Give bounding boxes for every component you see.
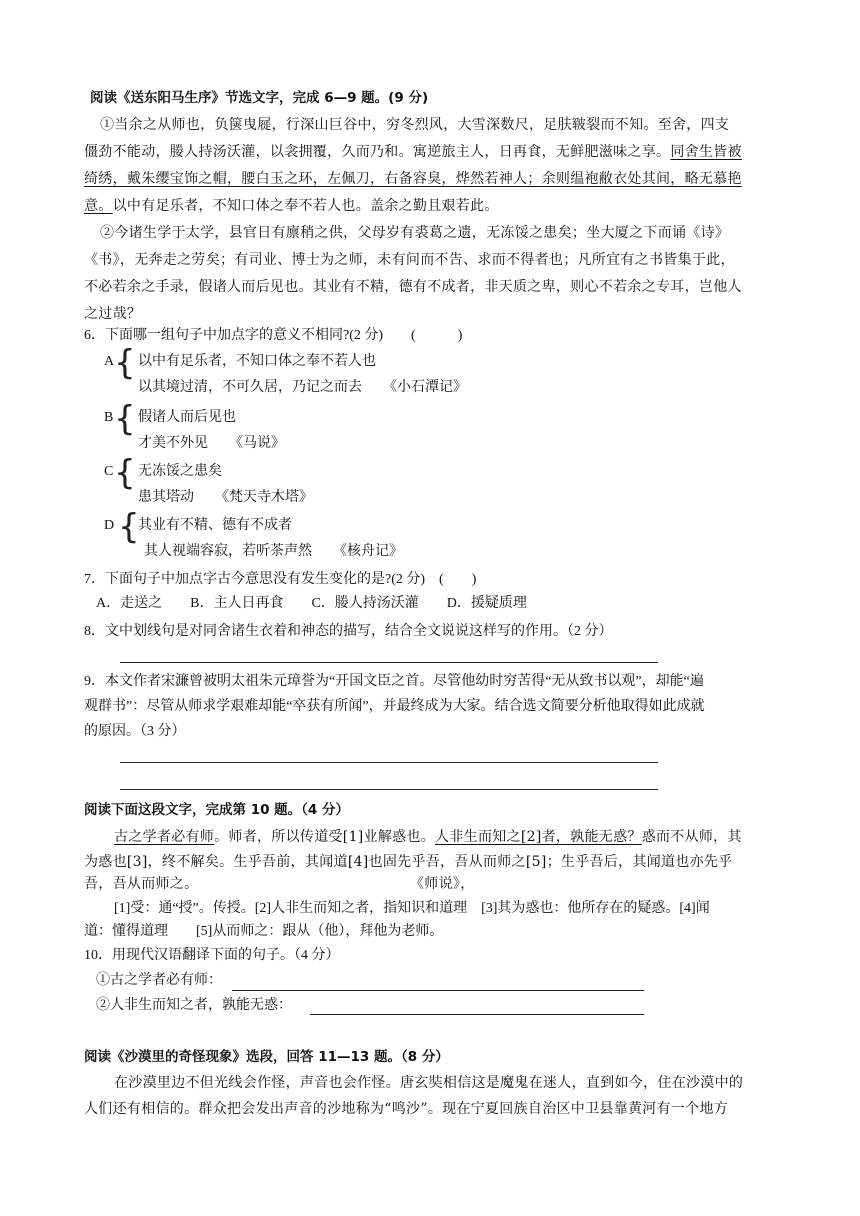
passage-text: 僵劲不能动，媵人持汤沃灌，以衾拥覆，久而乃和。寓逆旅主人，日再食，无鲜肥滋味之享。 <box>84 144 671 160</box>
option-sentence: 才美不外见 《马说》 <box>138 436 285 451</box>
option-sentence: 无冻馁之患矣 <box>138 464 222 479</box>
passage-line: 之过哉？ <box>84 306 142 322</box>
question-stem: 的原因。（3 分） <box>84 724 186 739</box>
option-label: C <box>104 464 114 479</box>
option-label: A <box>104 354 115 369</box>
brace-icon: { <box>114 453 136 493</box>
passage-line: 《书》，无奔走之劳矣；有司业、博士为之师，未有问而不告、求而不得者也；凡所宜有之书皆集于此， <box>84 252 735 268</box>
question-options: A．走送之 B．主人日再食 C．媵人持汤沃灌 D．援疑质理 <box>96 596 527 611</box>
question-stem: 9．本文作者宋濂曾被明太祖朱元璋誉为“开国文臣之首。尽管他幼时穷苦得“无从致书以观”，却能“遍 <box>84 674 704 689</box>
option-sentence: 患其塔动 《梵天寺木塔》 <box>138 490 313 505</box>
option-sentence: 其人视端容寂，若听茶声然 《核舟记》 <box>144 544 403 559</box>
question-stem: 10．用现代汉语翻译下面的句子。（4 分） <box>84 948 340 963</box>
passage-line: ②今诸生学于太学，县官日有廪稍之供，父母岁有裘葛之遗，无冻馁之患矣；坐大厦之下而诵《诗》 <box>100 225 730 241</box>
footnote: 道：懂得道理 [5]从而师之：跟从（他），拜他为老师。 <box>84 924 444 939</box>
question-stem: 7．下面句子中加点字古今意思没有发生变化的是?(2 分) ( ) <box>84 572 477 587</box>
question-stem: 6．下面哪一组句子中加点字的意义不相同?(2 分) ( ) <box>84 328 463 343</box>
passage-text: 以中有足乐者，不知口体之奉不若人也。盖余之勤且艰若此。 <box>112 198 499 214</box>
answer-line[interactable] <box>120 762 658 763</box>
answer-line[interactable] <box>310 1014 644 1015</box>
passage-line <box>114 827 742 847</box>
brace-icon: { <box>114 399 136 439</box>
brace-icon: { <box>118 507 140 547</box>
answer-line[interactable] <box>120 789 658 790</box>
brace-icon: { <box>114 343 136 383</box>
underlined-sentence: 余则缊袍敝衣处其间，略无慕艳 <box>541 171 742 187</box>
underlined-sentence: 绮绣，戴朱缨宝饰之帽，腰白玉之环，左佩刀，右备容臭，烨然若神人； <box>84 171 542 187</box>
passage-line: 为惑也[3]，终不解矣。生乎吾前，其闻道[4]也固先乎吾，吾从而师之[5]；生乎吾后，其闻道也亦先乎 <box>84 854 733 870</box>
answer-line[interactable] <box>120 662 658 663</box>
passage-line <box>84 169 742 189</box>
option-sentence: 假诸人而后见也 <box>138 410 236 425</box>
underlined-sentence: 意。 <box>84 198 113 214</box>
translation-item: ①古之学者必有师： <box>96 973 222 988</box>
passage-line: 在沙漠里边不但光线会作怪，声音也会作怪。唐玄奘相信这是魔鬼在迷人，直到如今，住在沙漠中的 <box>114 1075 744 1091</box>
underlined-sentence: 古之学者必有师 <box>114 829 215 845</box>
passage-line: ①当余之从师也，负箧曳屣，行深山巨谷中，穷冬烈风，大雪深数尺，足肤皲裂而不知。至舍，四支 <box>100 117 730 133</box>
question-stem: 8．文中划线句是对同舍诸生衣着和神态的描写，结合全文说说这样写的作用。（2 分） <box>84 624 613 639</box>
translation-item: ②人非生而知之者，孰能无惑： <box>96 998 292 1013</box>
option-sentence: 以中有足乐者，不知口体之奉不若人也 <box>138 354 376 369</box>
option-label: B <box>104 410 114 425</box>
section-heading: 阅读《送东阳马生序》节选文字，完成 6—9 题。(9 分) <box>90 90 429 106</box>
passage-text: 。师者，所以传道受[1]业解惑也。 <box>214 829 436 845</box>
underlined-sentence: 人非生而知之[2]者，孰能无惑？ <box>435 829 642 845</box>
passage-line <box>84 142 742 162</box>
passage-line <box>84 196 499 216</box>
passage-line: 不必若余之手录，假诸人而后见也。其业有不精，德有不成者，非天质之卑，则心不若余之专耳，岂他人 <box>84 279 742 295</box>
section-heading: 阅读下面这段文字，完成第 10 题。（4 分） <box>84 802 350 818</box>
footnote: [1]受：通“授”。传授。[2]人非生而知之者，指知识和道理 [3]其为惑也：他所存在的疑惑。[4]闻 <box>114 901 710 916</box>
option-sentence: 其业有不精、德有不成者 <box>138 518 292 533</box>
passage-line: 吾，吾从而师之。 <box>84 876 199 892</box>
underlined-sentence: 同舍生皆被 <box>670 144 742 160</box>
passage-line: 人们还有相信的。群众把会发出声音的沙地称为“鸣沙”。现在宁夏回族自治区中卫县靠黄河有一个地方 <box>84 1101 729 1117</box>
source-citation: 《师说》， <box>410 876 475 892</box>
passage-text: 惑而不从师，其 <box>641 829 742 845</box>
section-heading: 阅读《沙漠里的奇怪现象》选段，回答 11—13 题。（8 分） <box>84 1049 449 1065</box>
answer-line[interactable] <box>232 990 644 991</box>
option-label: D <box>104 518 115 533</box>
option-sentence: 以其境过清，不可久居，乃记之而去 《小石潭记》 <box>138 380 467 395</box>
question-stem: 观群书”：尽管从师求学艰难却能“卒获有所闻”，并最终成为大家。结合选文简要分析他取得如此成就 <box>84 699 705 714</box>
